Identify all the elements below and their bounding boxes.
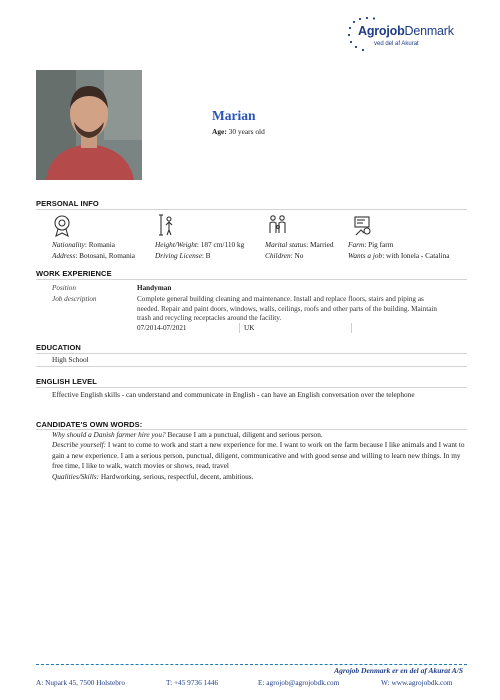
children: Children: No (265, 251, 304, 260)
footer-phone: T: +45 9736 1446 (166, 678, 219, 687)
divider (36, 366, 467, 367)
job-description-label: Job description (52, 295, 97, 303)
height-weight: Height/Weight: 187 cm/110 kg (155, 240, 245, 249)
candidate-name: Marian (212, 108, 256, 123)
marital-status: Marital status: Married (265, 240, 334, 249)
divider (351, 323, 352, 333)
logo-brand: AgrojobDenmark (358, 24, 454, 38)
work-experience-title: WORK EXPERIENCE (36, 269, 112, 278)
divider (36, 387, 467, 388)
footer-address: A: Nupark 45, 7500 Holstebro (36, 678, 125, 687)
education-title: EDUCATION (36, 343, 81, 352)
work-period: 07/2014-07/2021 (137, 324, 187, 332)
farm-icon (353, 213, 373, 237)
candidate-photo (36, 70, 142, 180)
personal-info-title: PERSONAL INFO (36, 199, 99, 208)
divider (36, 209, 467, 210)
position-value: Handyman (137, 284, 172, 292)
job-description-value: Complete general building cleaning and maintenance. Install and replace floors, stairs and piping as needed. Repair and paint doors, windows, walls, ceilings, roofs and other parts of the building. Maintain trash and recycling receptacles around the facility. (137, 295, 438, 323)
describe-yourself-answer: Describe yourself: I want to come to work and start a new experience for me. I want to work on the farm because I like animals and I want to gain a new experience. I am a serious person, punctual, diligent, communicative and with good sense and willing to learn new things. In my free time, I like to walk, watch movies or shows, read, travel (52, 440, 465, 471)
education-value: High School (52, 355, 89, 364)
divider (239, 323, 240, 333)
badge-icon (52, 213, 72, 237)
work-country: UK (244, 324, 255, 332)
footer-divider (36, 664, 467, 665)
divider (36, 279, 467, 280)
family-icon (268, 213, 288, 237)
footer-company: Agrojob Denmark er en del af Akurat A/S (334, 666, 463, 675)
candidate-words-title: CANDIDATE'S OWN WORDS: (36, 420, 143, 429)
wants-a-job: Wants a job: with Ionela - Catalina (348, 251, 450, 260)
farm: Farm: Pig farm (348, 240, 394, 249)
candidate-words (52, 430, 470, 482)
driving-license: Driving License: B (155, 251, 211, 260)
why-hire-answer: Why should a Danish farmer hire you? Because I am a punctual, diligent and serious person. (52, 430, 323, 439)
candidate-age: Age: 30 years old (212, 127, 265, 136)
logo-subtitle: ved del af Akurat (374, 41, 419, 47)
address: Address: Botosani, Romania (52, 251, 136, 260)
footer-email: E: agrojob@agrojobdk.com (258, 678, 340, 687)
agrojob-logo (344, 16, 464, 56)
divider (36, 353, 467, 354)
footer-website: W: www.agrojobdk.com (381, 678, 453, 687)
english-level-value: Effective English skills - can understand and communicate in English - can have an English conversation over the telephone (52, 390, 415, 399)
position-label: Position (52, 284, 76, 292)
nationality: Nationality: Romania (52, 240, 116, 249)
qualities-skills-answer: Qualities/Skills: Hardworking, serious, respectful, decent, ambitious. (52, 471, 254, 481)
height-weight-icon (157, 213, 177, 237)
english-level-title: ENGLISH LEVEL (36, 377, 97, 386)
